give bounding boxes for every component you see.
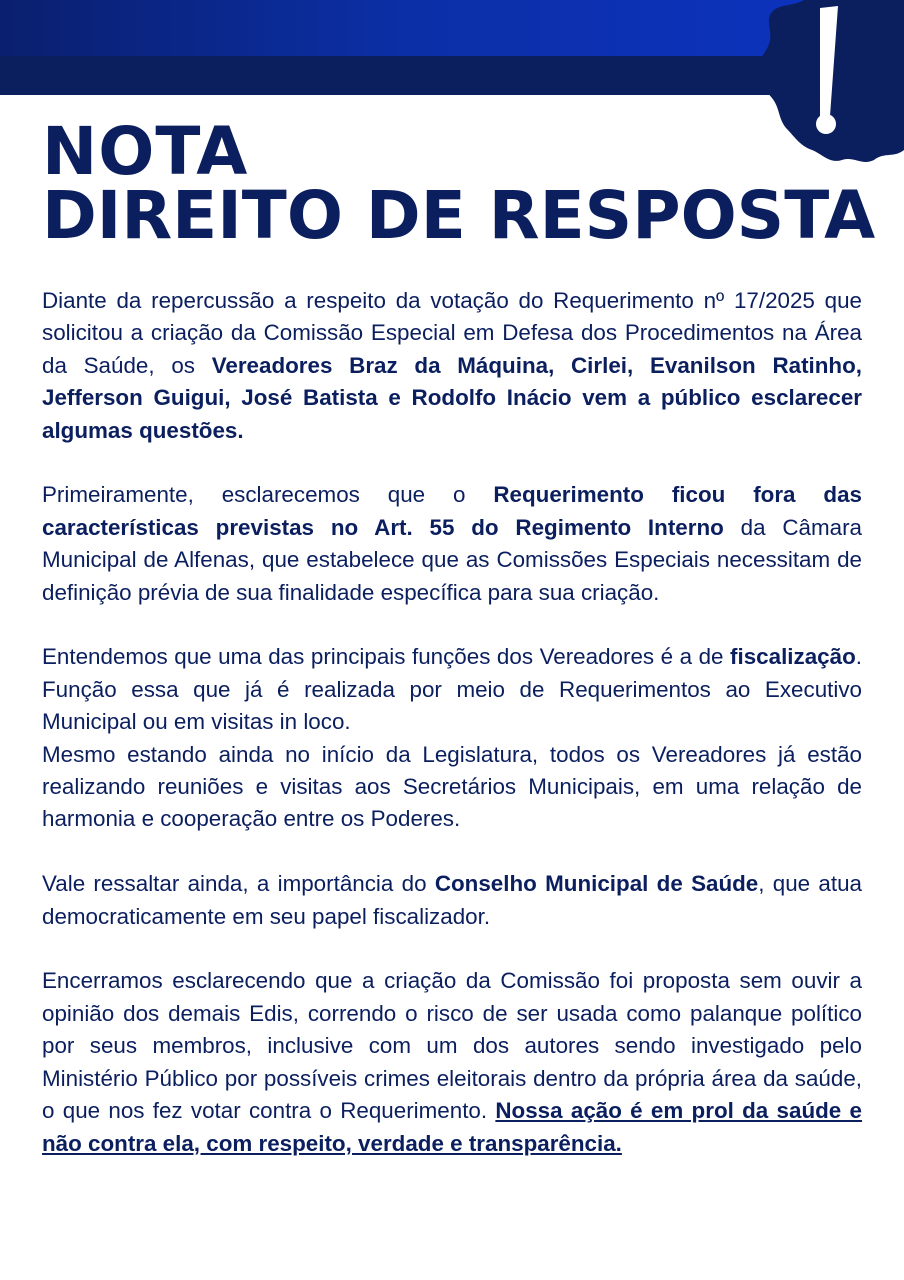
paragraph-4 (42, 739, 862, 836)
p1-text: Diante da repercussão a respeito da votação do Requerimento nº 17/2025 que solicitou a criação da Comissão Especial em Defesa dos Procedimentos na Área da Saúde, os (42, 288, 862, 378)
title-line-1: NOTA (42, 113, 249, 190)
p3-text-b: . Função essa que já é realizada por meio de Requerimentos ao Executivo Municipal ou em visitas in loco. (42, 644, 862, 735)
p6-underlined-conclusion: Nossa ação é em prol da saúde e não contra ela, com respeito, verdade e transparência. (42, 1098, 862, 1156)
paragraph-3 (42, 641, 862, 738)
p5-bold: Conselho Municipal de Saúde (434, 871, 759, 897)
p5-text-b: , que atua democraticamente em seu papel fiscalizador. (42, 871, 862, 929)
page-title (42, 113, 876, 254)
p3-bold: fiscalização (730, 644, 856, 670)
title-line-2: DIREITO DE RESPOSTA (42, 177, 876, 254)
paragraph-2 (42, 479, 862, 609)
paragraph-6 (42, 965, 862, 1159)
p4-text: Mesmo estando ainda no início da Legislatura, todos os Vereadores já estão realizando reuniões e visitas aos Secretários Municipais, em uma relação de harmonia e cooperação entre os Poderes. (42, 741, 862, 832)
p5-text-a: Vale ressaltar ainda, a importância do (42, 871, 435, 897)
p3-text-a: Entendemos que uma das principais funções dos Vereadores é a de (42, 644, 731, 670)
p1-bold: Vereadores Braz da Máquina, Cirlei, Evanilson Ratinho, Jefferson Guigui, José Batista e Rodolfo Inácio vem a público esclarecer algumas questões. (42, 352, 862, 443)
paragraph-5 (42, 868, 862, 933)
p2-text-a: Primeiramente, esclarecemos que o (42, 482, 494, 508)
paragraph-1 (42, 285, 862, 447)
p6-text: Encerramos esclarecendo que a criação da Comissão foi proposta sem ouvir a opinião dos demais Edis, correndo o risco de ser usada como palanque político por seus membros, inclusive com um dos autores sendo investigado pelo Ministério Público por possíveis crimes eleitorais dentro da própria área da saúde, o que nos fez votar contra o Requerimento. (42, 968, 862, 1124)
p2-text-b: da Câmara Municipal de Alfenas, que estabelece que as Comissões Especiais necessitam de definição prévia de sua finalidade específica para sua criação. (42, 514, 862, 605)
note-body (42, 285, 862, 1192)
p2-bold: Requerimento ficou fora das características previstas no Art. 55 do Regimento Interno (42, 482, 862, 540)
